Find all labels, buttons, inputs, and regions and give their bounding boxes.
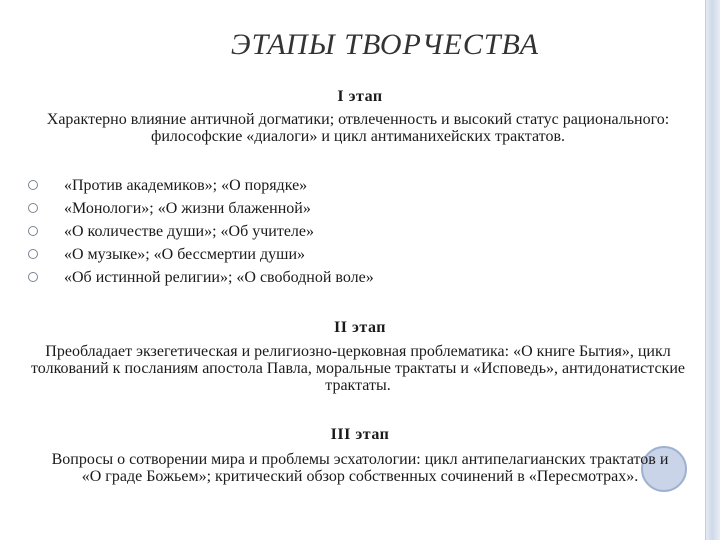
stage-1-heading: I этап (337, 88, 383, 105)
circle-bullet-icon (28, 180, 38, 190)
circle-bullet-icon (28, 226, 38, 236)
list-item: «Монологи»; «О жизни блаженной» (24, 197, 374, 220)
list-item: «О музыке»; «О бессмертии души» (24, 243, 374, 266)
circle-bullet-icon (28, 203, 38, 213)
stage-3-heading: III этап (330, 426, 390, 443)
list-item: «Об истинной религии»; «О свободной воле» (24, 266, 374, 289)
slide-title: ЭТАПЫ ТВОРЧЕСТВА (230, 28, 540, 61)
stage-1-text: Характерно влияние античной догматики; отвлеченность и высокий статус рационального: философские «диалоги» и цикл антиманихейских трактатов. (46, 111, 670, 145)
list-item: «Против академиков»; «О порядке» (24, 174, 374, 197)
stage-2-heading: II этап (334, 319, 386, 336)
circle-bullet-icon (28, 272, 38, 282)
list-item: «О количестве души»; «Об учителе» (24, 220, 374, 243)
stage-3-text: Вопросы о сотворении мира и проблемы эсхатологии: цикл антипелагианских трактатов и «О граде Божьем»; критический обзор собственных сочинений в «Пересмотрах». (51, 451, 669, 485)
stage-1-works-list (24, 174, 374, 289)
circle-bullet-icon (28, 249, 38, 259)
slide-side-border (705, 0, 720, 540)
stage-2-text: Преобладает экзегетическая и религиозно-церковная проблематика: «О книге Бытия», цикл толкований к посланиям апостола Павла, моральные трактаты и «Исповедь», антидонатистские трактаты. (31, 343, 685, 394)
